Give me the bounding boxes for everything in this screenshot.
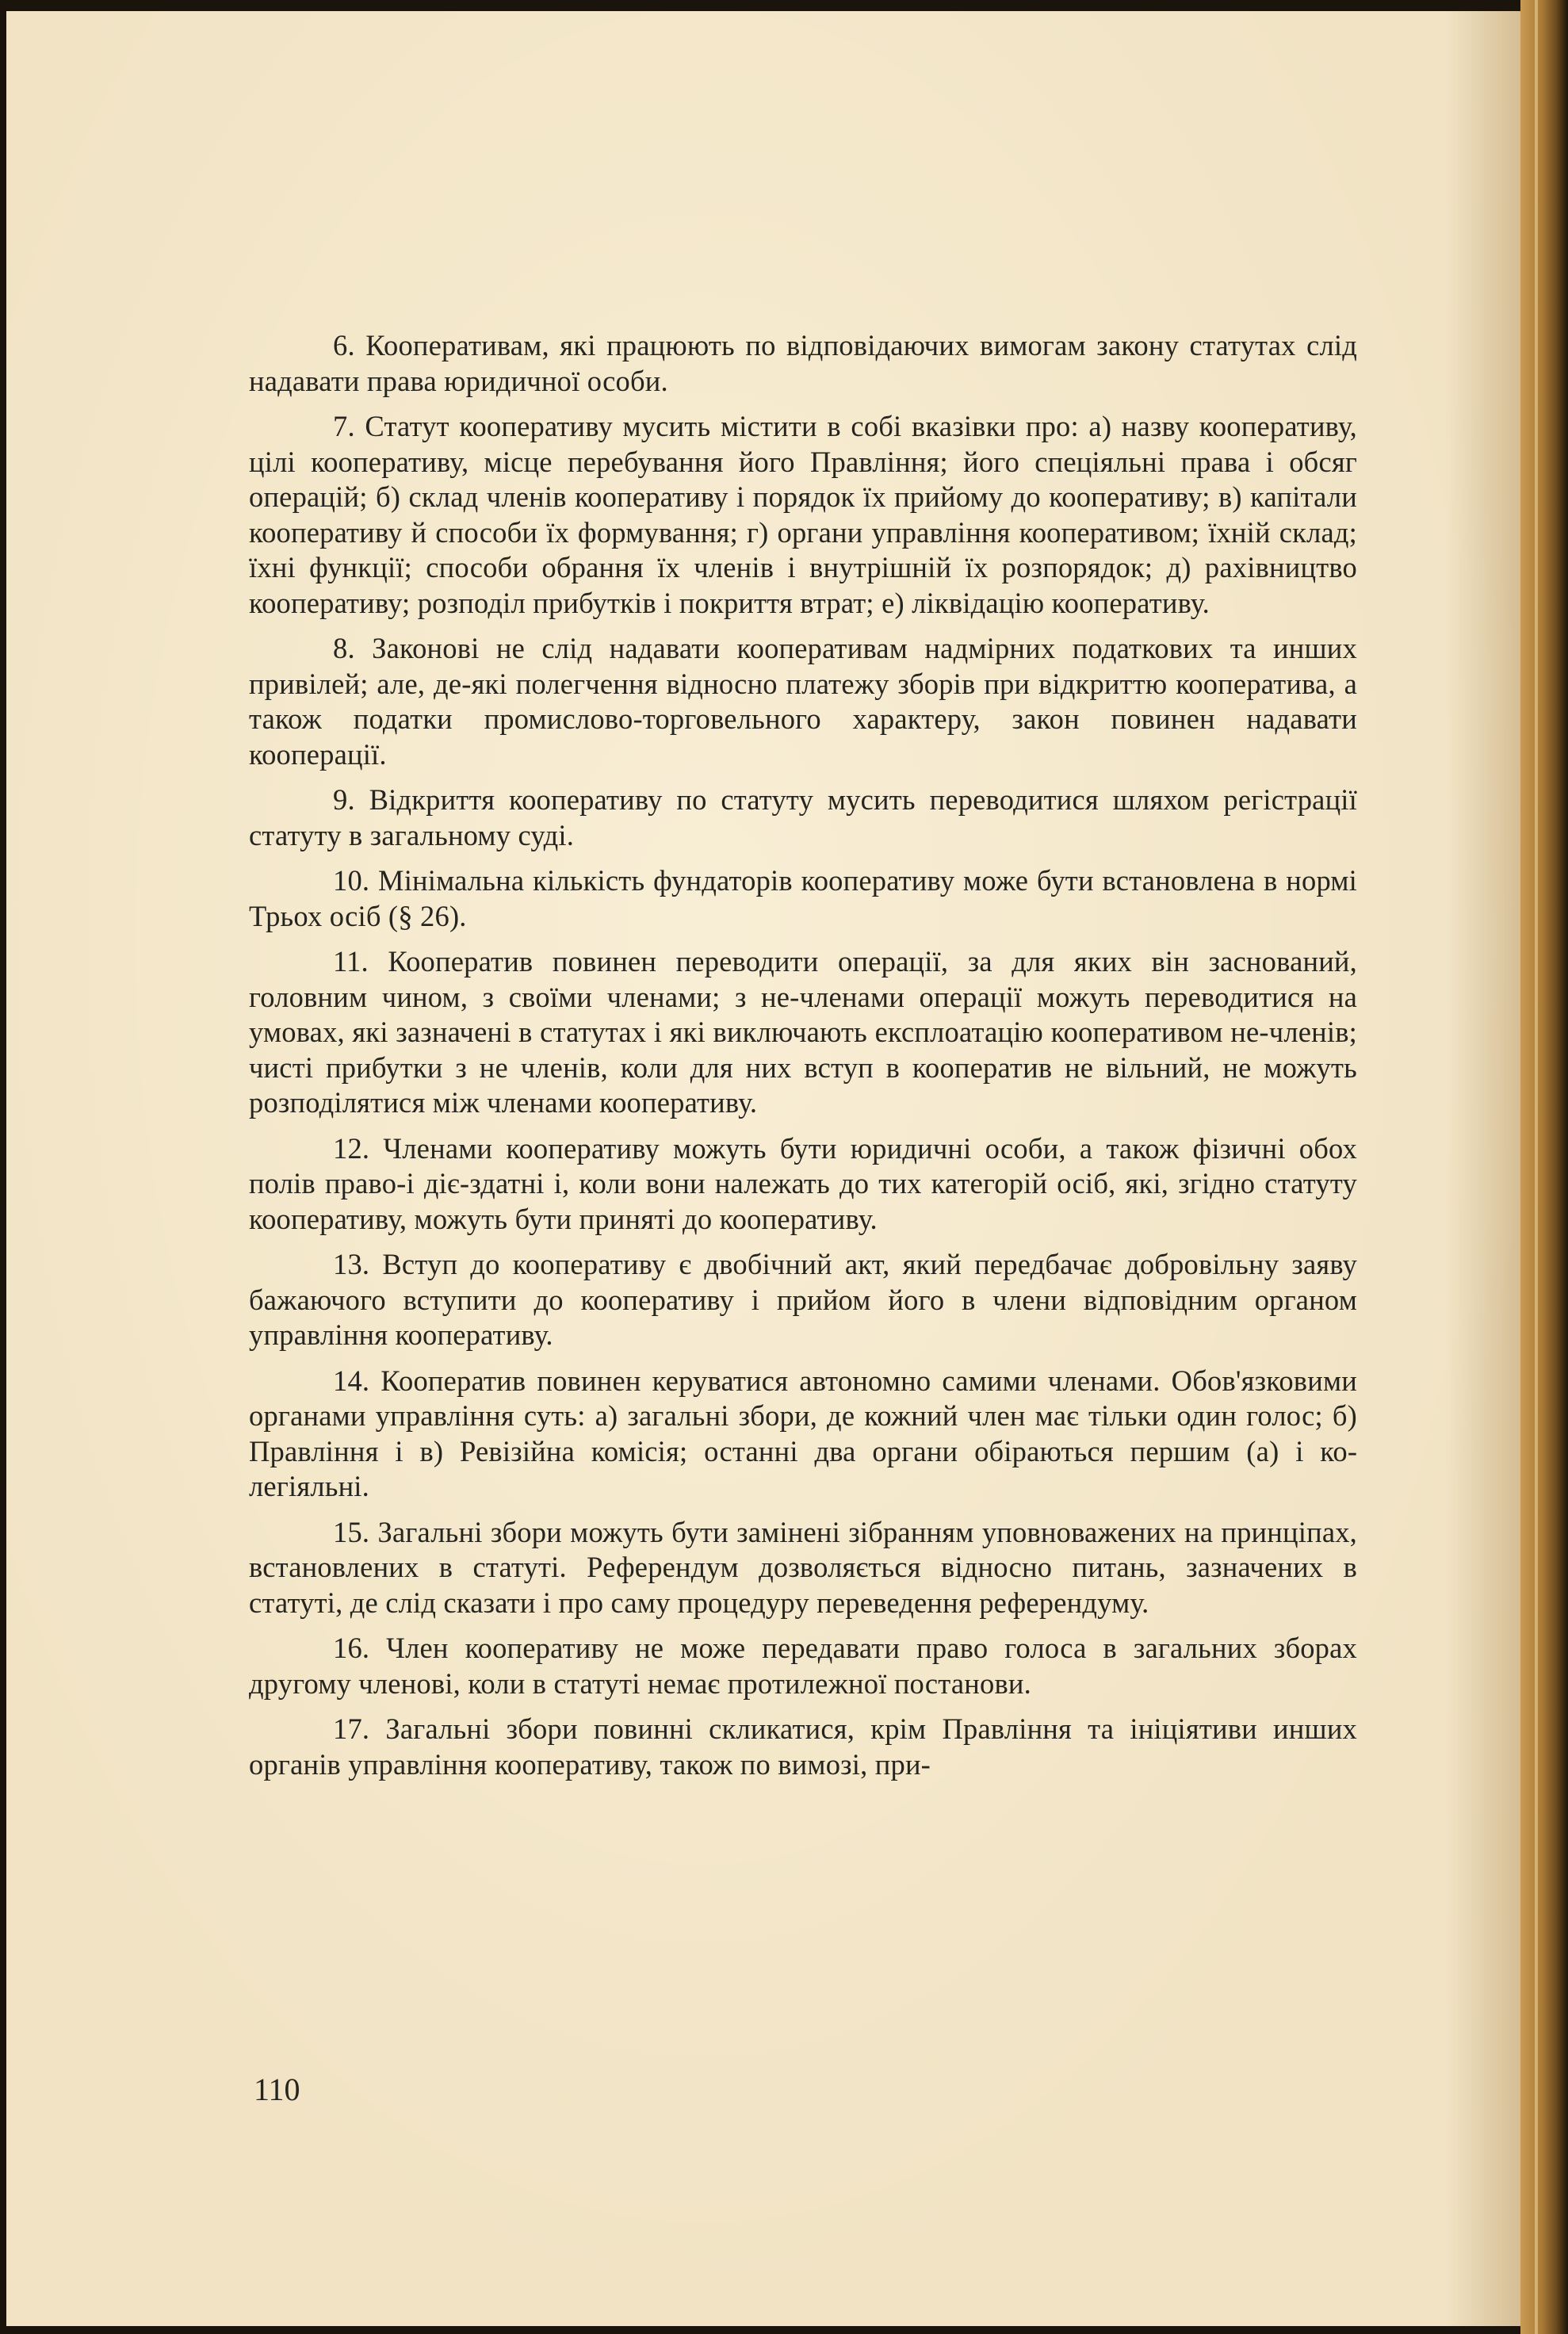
paragraph-9: 9. Відкриття кооперативу по статуту мусить переводитися шляхом регістрації статуту в загальному суді. <box>249 783 1357 851</box>
body-text <box>249 328 1357 1793</box>
paragraph-6: 6. Кооперативам, які працюють по відповідаючих вимогам закону статутах слід надавати права юридичної особи. <box>249 329 1357 397</box>
spine-highlight <box>1535 0 1538 2334</box>
book-page <box>6 11 1554 2326</box>
paragraph-11: 11. Кооператив повинен переводити операції, за для яких він заснований, головним чином, з своїми членами; з не-членами операції можуть переводитися на умовах, які зазначені в статутах і які виключають експлоатацію кооперативом не-членів; чисті прибутки з не членів, коли для них вступ в кооператив не вільний, не можуть розподілятися між членами кооперативу. <box>249 945 1357 1119</box>
paragraph-15: 15. Загальні збори можуть бути замінені зібранням уповноважених на принціпах, встановлених в статуті. Референдум дозволяється відносно питань, зазначених в статуті, де слід сказати і про саму процедуру переведення референдуму. <box>249 1515 1357 1619</box>
paragraph-8: 8. Законові не слід надавати кооперативам надмірних податкових та инших привілей; але, де-які полегчення відносно платежу зборів при відкриттю кооператива, а також податки промислово-торговельного характеру, закон повинен надавати кооперації. <box>249 632 1357 771</box>
page-number: 110 <box>254 2072 300 2107</box>
paragraph-16: 16. Член кооперативу не може передавати право голоса в загальних зборах другому членові, коли в статуті немає протилежної постанови. <box>249 1632 1357 1700</box>
paragraph-12: 12. Членами кооперативу можуть бути юридичні особи, а також фізичні обох полів право-і діє-здатні і, коли вони належать до тих категорій осіб, які, згідно статуту кооперативу, можуть бути приняті до кооперативу. <box>249 1131 1357 1235</box>
paragraph-13: 13. Вступ до кооперативу є двобічний акт, який передбачає добровільну заяву бажаючого вступити до кооперативу і прийом його в члени відповідним органом управління кооперативу. <box>249 1248 1357 1351</box>
paragraph-10: 10. Мінімальна кількість фундаторів кооперативу може бути встановлена в нормі Трьох осіб (§ 26). <box>249 864 1357 932</box>
paragraph-7: 7. Статут кооперативу мусить містити в собі вказівки про: а) назву кооперативу, цілі кооперативу, місце перебування його Правління; його спеціяльні права і обсяг операцій; б) склад членів кооперативу і порядок їх прийому до кооперативу; в) капітали кооперативу й способи їх формування; г) органи управління кооперативом; їхній склад; їхні функції; способи обрання їх членів і внутрішній їх розпорядок; д) рахівництво кооперативу; розподіл прибутків і покриття втрат; е) ліквідацію кооперативу. <box>249 410 1357 619</box>
book-spine <box>1520 0 1568 2334</box>
paragraph-14: 14. Кооператив повинен керуватися автономно самими членами. Обов'язковими органами управління суть: а) загальні збори, де кожний член має тільки один голос; б) Правління і в) Ревізійна комісія; останні два органи обіраються першим (а) і колегіяльні. <box>249 1364 1357 1502</box>
paragraph-17: 17. Загальні збори повинні скликатися, крім Правління та ініціятиви инших органів управління кооперативу, також по вимозі, при- <box>249 1712 1357 1781</box>
